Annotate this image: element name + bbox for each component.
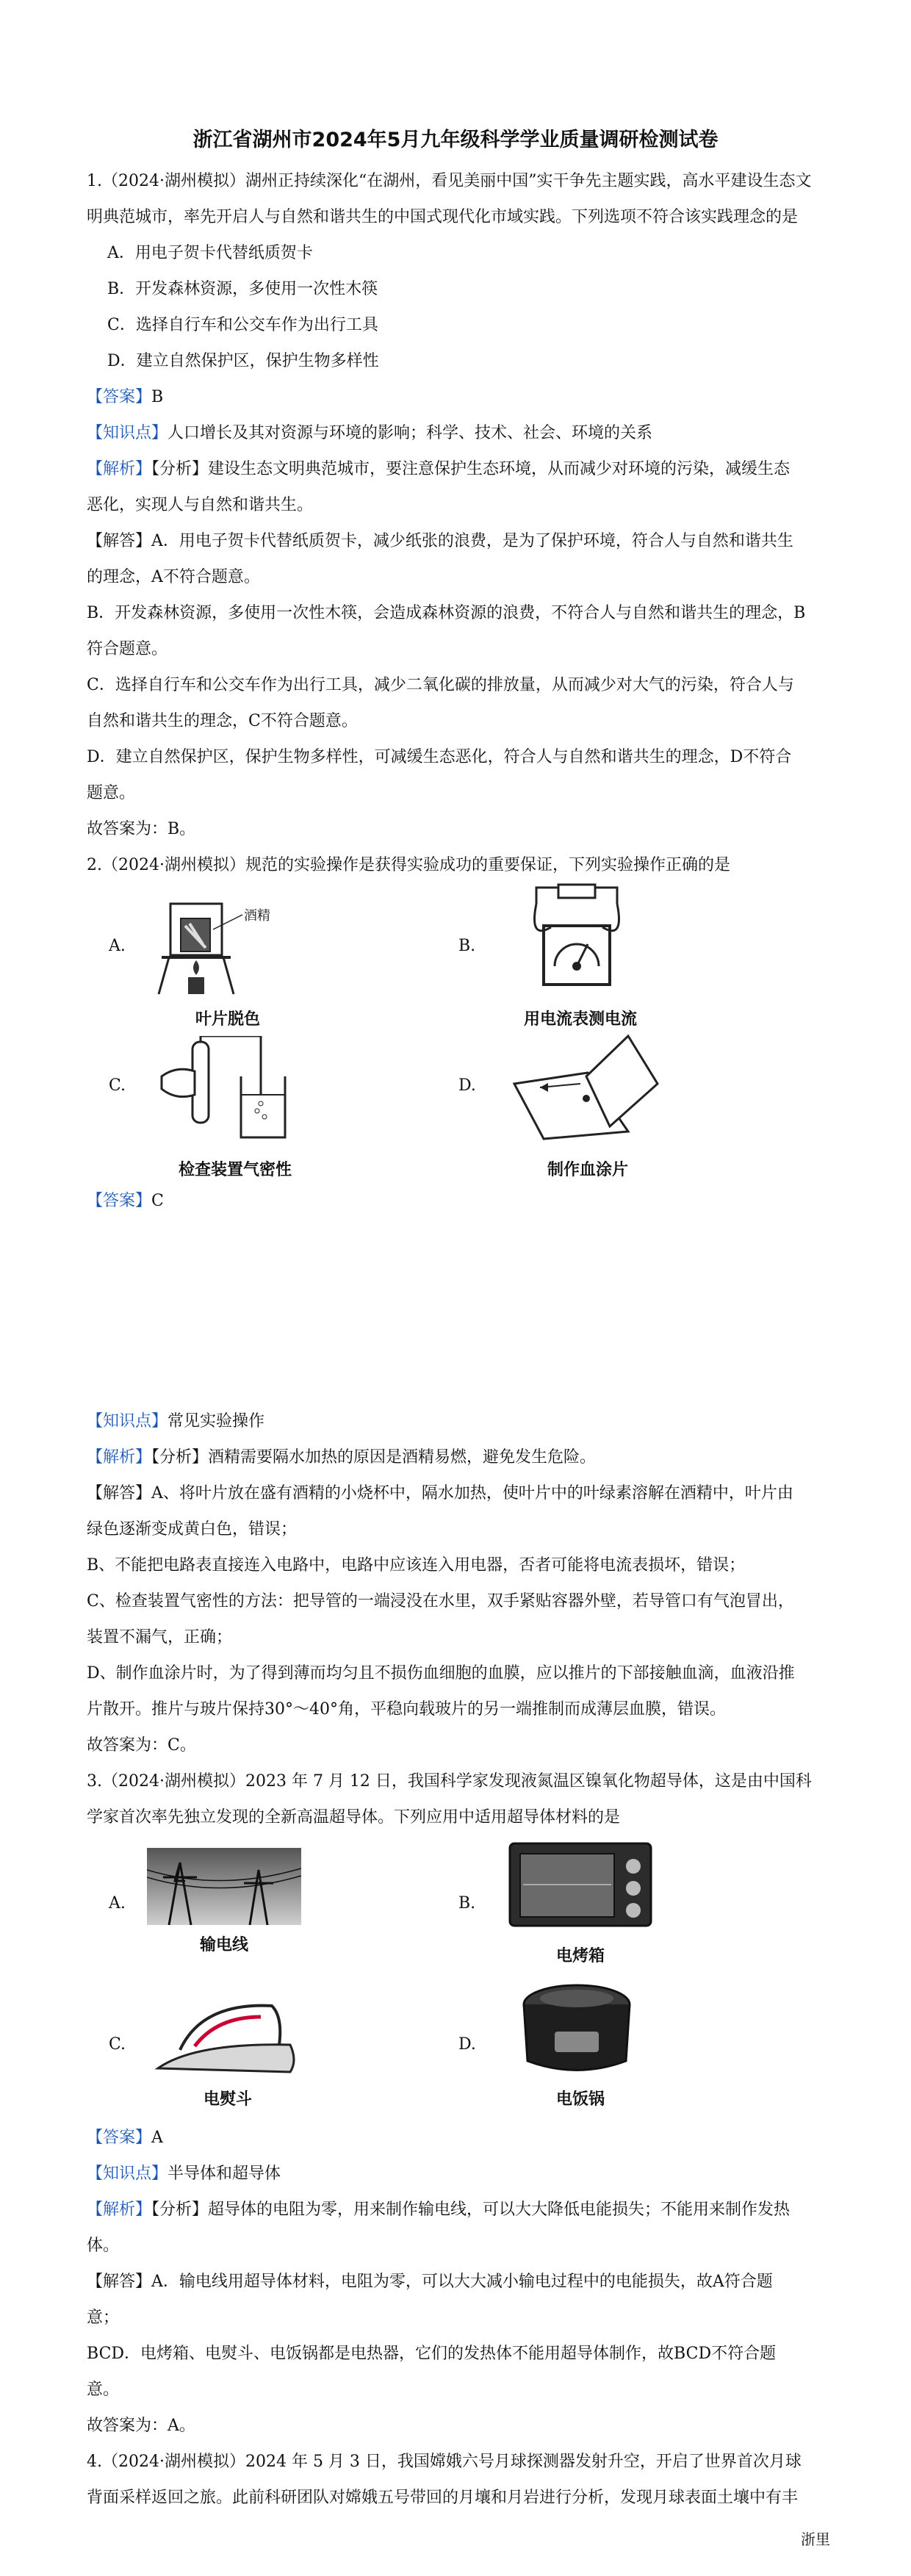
q2-solution-line-4: C、检查装置气密性的方法：把导管的一端浸没在水里，双手紧贴容器外壁，若导管口有气泡冒出， (87, 1592, 794, 1611)
q2-caption-c: 检查装置气密性 (178, 1160, 292, 1179)
q4-stem-line-2: 背面采样返回之旅。此前科研团队对嫦娥五号带回的月壤和月岩进行分析，发现月球表面土壤中有丰 (87, 2489, 799, 2507)
q2-solution-line-3: B、不能把电路表直接连入电路中，电路中应该连入用电器，否者可能将电流表损坏，错误； (87, 1556, 746, 1575)
q3-caption-b: 电烤箱 (555, 1946, 605, 1965)
q2-answer (87, 1183, 829, 1219)
q3-solution-line-4: 意。 (87, 2381, 120, 2399)
q3-knowledge-point (87, 2156, 829, 2192)
q3-answer (87, 2120, 829, 2156)
q3-analysis-line-1 (87, 2192, 829, 2228)
q3-option-d-label: D. (458, 2035, 476, 2054)
q1-analysis-line-2: 恶化，实现人与自然和谐共生。 (87, 496, 314, 514)
kp-tag: 【知识点】 (87, 2165, 168, 2183)
q1-solution-line-1: 【解答】A．用电子贺卡代替纸质贺卡，减少纸张的浪费，是为了保护环境，符合人与自然和谐共生 (87, 532, 793, 550)
page-footer: 浙里 (801, 2530, 830, 2548)
q3-solution-line-3: BCD．电烤箱、电熨斗、电饭锅都是电热器，它们的发热体不能用超导体制作，故BCD不符合题 (87, 2345, 777, 2363)
q2-solution-line-7: 片散开。推片与玻片保持30°～40°角，平稳向载玻片的另一端推制而成薄层血膜，错误。 (87, 1700, 726, 1719)
q3-solution-line-1: 【解答】A．输电线用超导体材料，电阻为零，可以大大减小输电过程中的电能损失，故A符合题 (87, 2273, 773, 2291)
q2-knowledge-point (87, 1403, 829, 1439)
q3-option-a-label: A. (109, 1894, 126, 1913)
analysis-tag: 【解析】 (87, 460, 152, 478)
q3-kp-text: 半导体和超导体 (168, 2165, 281, 2183)
q2-solution-line-5: 装置不漏气，正确； (87, 1628, 233, 1647)
q2-solution-line-2: 绿色逐渐变成黄白色，错误； (87, 1520, 298, 1539)
q1-solution-line-3: B．开发森林资源，多使用一次性木筷，会造成森林资源的浪费，不符合人与自然和谐共生的理念，B (87, 604, 806, 622)
kp-tag: 【知识点】 (87, 424, 168, 442)
q2-caption-a: 叶片脱色 (195, 1010, 260, 1029)
answer-tag: 【答案】 (87, 2129, 152, 2147)
q3-photo-electric-iron (151, 1987, 305, 2079)
q2-answer-value: C (151, 1192, 164, 1210)
q2-option-b-label: B. (458, 937, 476, 955)
q2-analysis (87, 1439, 829, 1475)
q3-final-answer: 故答案为：A。 (87, 2417, 195, 2435)
q1-solution-line-8: 题意。 (87, 784, 136, 802)
q3-photo-electric-oven (507, 1841, 654, 1932)
q3-caption-a: 输电线 (199, 1935, 248, 1954)
q2-caption-b: 用电流表测电流 (523, 1010, 637, 1029)
kp-tag: 【知识点】 (87, 1412, 168, 1431)
q2-option-d-label: D. (458, 1076, 476, 1095)
q3-solution-line-2: 意； (87, 2309, 120, 2327)
q2-final-answer: 故答案为：C。 (87, 1736, 196, 1755)
q1-answer (87, 379, 829, 415)
q1-solution-line-4: 符合题意。 (87, 640, 168, 658)
answer-tag: 【答案】 (87, 388, 152, 406)
q4-stem-line-1: 4.（2024·湖州模拟）2024 年 5 月 3 日，我国嫦娥六号月球探测器发射升空，开启了世界首次月球 (87, 2453, 802, 2471)
analysis-tag: 【解析】 (87, 1448, 152, 1467)
q2-caption-d: 制作血涂片 (547, 1160, 628, 1179)
q2-figure-a-alcohol-heating (154, 885, 279, 996)
q1-final-answer: 故答案为：B。 (87, 820, 196, 838)
q3-answer-value: A (151, 2129, 163, 2147)
q3-analysis-text-1: 【分析】超导体的电阻为零，用来制作输电线，可以大大降低电能损失；不能用来制作发热 (151, 2201, 791, 2219)
q2-analysis-text: 【分析】酒精需要隔水加热的原因是酒精易燃，避免发生危险。 (151, 1448, 597, 1467)
q1-option-c: C．选择自行车和公交车作为出行工具 (107, 316, 378, 334)
q1-analysis-line-1 (87, 451, 829, 487)
q3-caption-d: 电饭锅 (555, 2090, 605, 2109)
q1-stem-line-2: 明典范城市，率先开启人与自然和谐共生的中国式现代化市域实践。下列选项不符合该实践理念的是 (87, 208, 799, 226)
q3-caption-c: 电熨斗 (203, 2090, 252, 2109)
q3-analysis-line-2: 体。 (87, 2237, 120, 2255)
q2-option-c-label: C. (109, 1076, 126, 1095)
q1-option-d: D．建立自然保护区，保护生物多样性 (107, 352, 379, 370)
q1-option-a: A．用电子贺卡代替纸质贺卡 (107, 244, 313, 262)
q3-option-b-label: B. (458, 1894, 476, 1913)
q1-solution-line-5: C．选择自行车和公交车作为出行工具，减少二氧化碳的排放量，从而减少对大气的污染，符合人与 (87, 676, 794, 694)
q2-figure-d-blood-smear (500, 1032, 661, 1143)
q1-solution-line-2: 的理念，A不符合题意。 (87, 568, 260, 586)
answer-tag: 【答案】 (87, 1192, 152, 1210)
q3-option-c-label: C. (109, 2035, 126, 2054)
q2-option-a-label: A. (109, 937, 126, 955)
q3-stem-line-2: 学家首次率先独立发现的全新高温超导体。下列应用中适用超导体材料的是 (87, 1808, 621, 1827)
q2-alcohol-label: 酒精 (244, 908, 270, 924)
page-title: 浙江省湖州市2024年5月九年级科学学业质量调研检测试卷 (192, 129, 719, 151)
q3-photo-rice-cooker (514, 1976, 639, 2079)
q1-answer-value: B (151, 388, 164, 406)
q1-kp-text: 人口增长及其对资源与环境的影响；科学、技术、社会、环境的关系 (168, 424, 653, 442)
q1-option-b: B．开发森林资源，多使用一次性木筷 (107, 280, 378, 298)
analysis-tag: 【解析】 (87, 2201, 152, 2219)
q3-stem-line-1: 3.（2024·湖州模拟）2023 年 7 月 12 日，我国科学家发现液氮温区镍氧化物超导体，这是由中国科 (87, 1772, 812, 1791)
q1-stem-line-1: 1.（2024·湖州模拟）湖州正持续深化“在湖州，看见美丽中国”实干争先主题实践，高水平建设生态文 (87, 172, 812, 190)
q2-stem: 2.（2024·湖州模拟）规范的实验操作是获得实验成功的重要保证，下列实验操作正确的是 (87, 856, 730, 874)
q1-solution-line-7: D．建立自然保护区，保护生物多样性，可减缓生态恶化，符合人与自然和谐共生的理念，D不符合 (87, 748, 792, 766)
q2-figure-c-airtight-check (154, 1036, 309, 1143)
q1-analysis-text-1: 【分析】建设生态文明典范城市，要注意保护生态环境，从而减少对环境的污染，减缓生态 (151, 460, 791, 478)
q2-solution-line-1: 【解答】A、将叶片放在盛有酒精的小烧杯中，隔水加热，使叶片中的叶绿素溶解在酒精中，叶片由 (87, 1484, 793, 1503)
q2-solution-line-6: D、制作血涂片时，为了得到薄而均匀且不损伤血细胞的血膜，应以推片的下部接触血滴，血液沿推 (87, 1664, 795, 1683)
q3-photo-power-lines (147, 1848, 301, 1925)
q2-kp-text: 常见实验操作 (168, 1412, 265, 1431)
q1-knowledge-point (87, 415, 829, 451)
q2-figure-b-ammeter (514, 882, 639, 992)
q1-solution-line-6: 自然和谐共生的理念，C不符合题意。 (87, 712, 358, 730)
